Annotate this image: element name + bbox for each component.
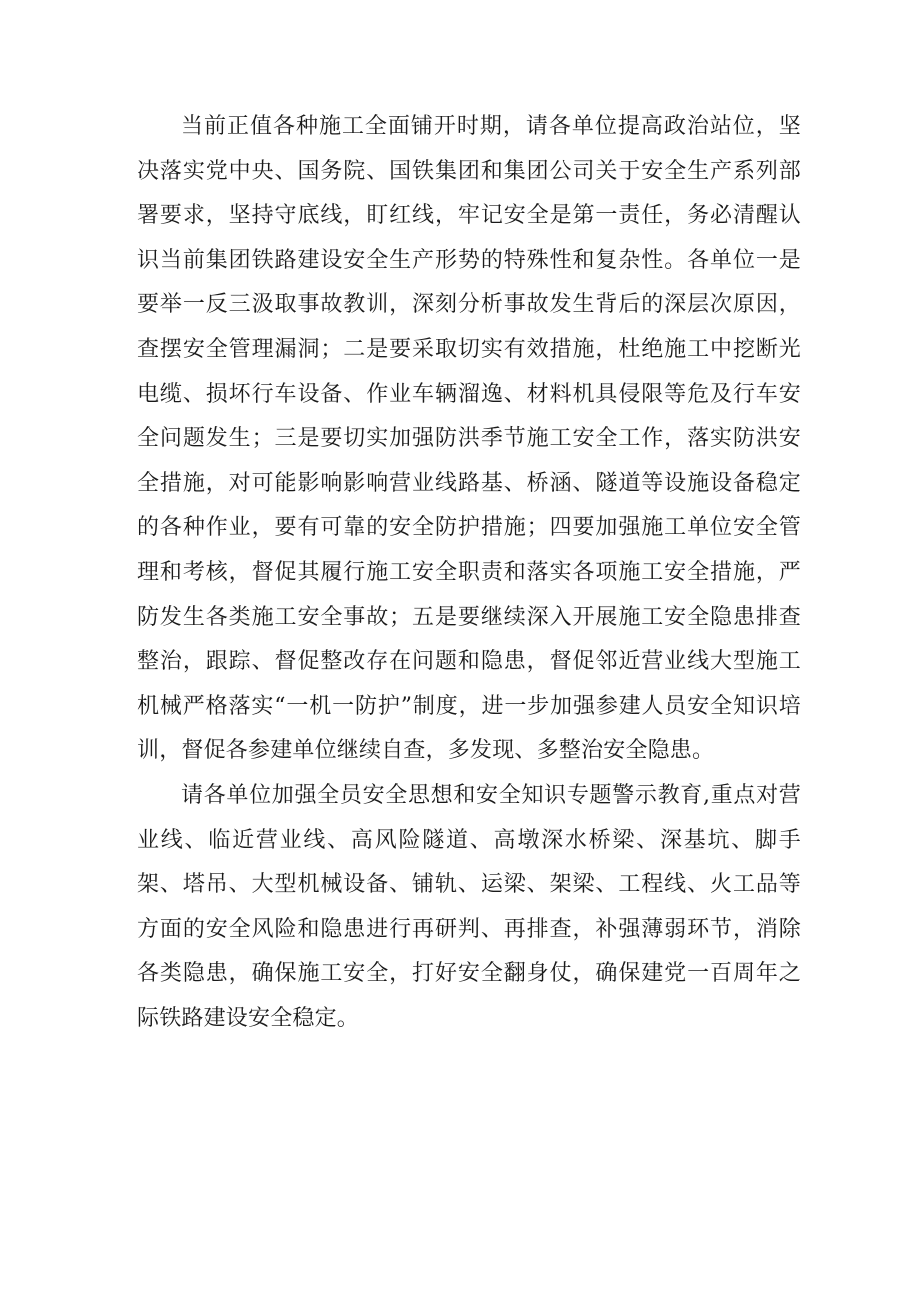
paragraph-1: 当前正值各种施工全面铺开时期，请各单位提高政治站位，坚决落实党中央、国务院、国铁集团和集团公司关于安全生产系列部署要求，坚持守底线，盯红线，牢记安全是第一责任，务必清醒认识当前集团铁路建设安全生产形势的特殊性和复杂性。各单位一是要举一反三汲取事故教训，深刻分析事故发生背后的深层次原因，查摆安全管理漏洞；二是要采取切实有效措施，杜绝施工中挖断光电缆、损坏行车设备、作业车辆溜逸、材料机具侵限等危及行车安全问题发生；三是要切实加强防洪季节施工安全工作，落实防洪安全措施，对可能影响影响营业线路基、桥涵、隧道等设施设备稳定的各种作业，要有可靠的安全防护措施；四要加强施工单位安全管理和考核，督促其履行施工安全职责和落实各项施工安全措施，严防发生各类施工安全事故；五是要继续深入开展施工安全隐患排查整治，跟踪、督促整改存在问题和隐患，督促邻近营业线大型施工机械严格落实“一机一防护”制度，进一步加强参建人员安全知识培训，督促各参建单位继续自查，多发现、多整治安全隐患。 [137, 114, 801, 764]
document-body [137, 105, 801, 1041]
paragraph-2: 请各单位加强全员安全思想和安全知识专题警示教育,重点对营业线、临近营业线、高风险隧道、高墩深水桥梁、深基坑、脚手架、塔吊、大型机械设备、铺轨、运梁、架梁、工程线、火工品等方面的安全风险和隐患进行再研判、再排查，补强薄弱环节，消除各类隐患，确保施工安全，打好安全翻身仗，确保建党一百周年之际铁路建设安全稳定。 [137, 782, 801, 1031]
